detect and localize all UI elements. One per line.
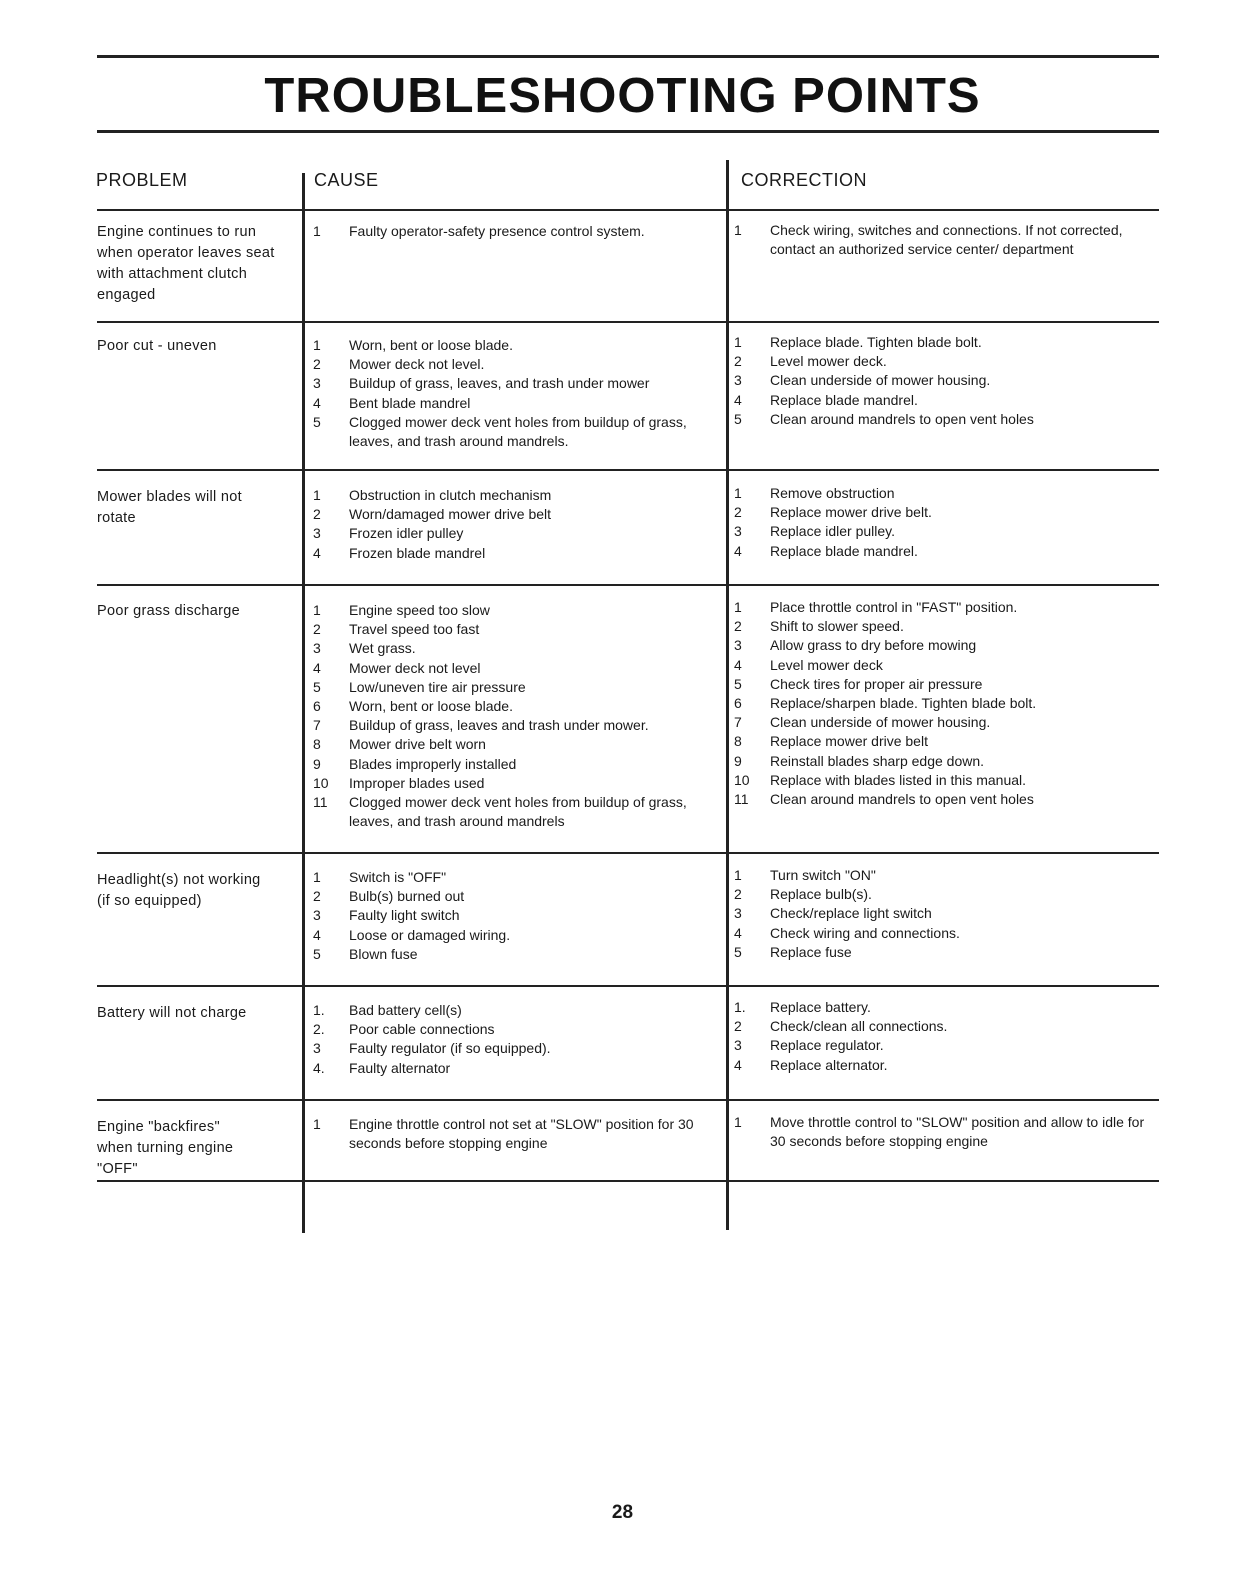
item-number: 11 [734, 791, 749, 808]
item-text: Engine throttle control not set at "SLOW" position for 30 seconds before stopping engine [349, 1116, 694, 1152]
item-number: 4 [313, 394, 321, 411]
item-text: Engine speed too slow [349, 602, 490, 618]
item-number: 3 [313, 640, 321, 657]
item-text: Mower deck not level. [349, 356, 485, 373]
item-number: 3 [313, 1040, 321, 1057]
item-text: Faulty light switch [349, 907, 460, 924]
item-text: Blades improperly installed [349, 755, 517, 772]
row-divider [97, 1180, 1159, 1182]
cause-item [313, 716, 718, 735]
cause-item [313, 1059, 718, 1078]
item-text: Turn switch "ON" [770, 867, 876, 883]
cause-item [313, 926, 718, 945]
item-text: Check wiring and connections. [770, 924, 960, 941]
item-text: Worn, bent or loose blade. [349, 698, 513, 715]
item-text: Blown fuse [349, 945, 418, 962]
correction-item [734, 1017, 1159, 1036]
item-text: Check wiring, switches and connections. If not corrected, contact an authorized service center/ department [770, 222, 1123, 258]
item-text: Replace blade. Tighten blade bolt. [770, 334, 982, 350]
item-number: 1. [313, 1002, 325, 1018]
item-text: Wet grass. [349, 640, 416, 657]
item-number: 4 [734, 656, 742, 673]
item-text: Poor cable connections [349, 1021, 495, 1038]
item-number: 4 [734, 542, 742, 559]
item-number: 5 [734, 410, 742, 427]
row-divider [97, 321, 1159, 323]
item-text: Level mower deck. [770, 353, 887, 370]
correction-list [734, 998, 1159, 1075]
item-number: 1 [734, 485, 742, 501]
item-text: Check/replace light switch [770, 905, 932, 922]
correction-item [734, 1036, 1159, 1055]
cause-item [313, 1001, 718, 1020]
item-text: Mower deck not level [349, 659, 481, 676]
problem-blades-not-rotate: Mower blades will not rotate [97, 489, 242, 526]
correction-item [734, 713, 1159, 732]
column-header-problem: PROBLEM [96, 170, 188, 190]
correction-item [734, 656, 1159, 675]
item-text: Reinstall blades sharp edge down. [770, 752, 985, 769]
cause-item [313, 374, 718, 393]
item-text: Low/uneven tire air pressure [349, 678, 526, 695]
item-number: 3 [734, 523, 742, 540]
item-number: 4. [313, 1059, 325, 1076]
item-number: 1 [313, 602, 321, 618]
correction-item [734, 904, 1159, 923]
item-text: Replace blade mandrel. [770, 391, 918, 408]
item-number: 3 [313, 375, 321, 392]
correction-item [734, 752, 1159, 771]
title-top-rule [97, 55, 1159, 58]
row-divider [97, 1099, 1159, 1101]
item-text: Allow grass to dry before mowing [770, 637, 977, 654]
column-divider-problem-cause [302, 173, 305, 1233]
correction-item [734, 617, 1159, 636]
correction-item [734, 771, 1159, 790]
cause-item [313, 887, 718, 906]
item-text: Replace regulator. [770, 1037, 884, 1054]
item-number: 3 [734, 637, 742, 654]
item-number: 5 [313, 945, 321, 962]
cause-item [313, 601, 718, 620]
cause-list [313, 486, 718, 563]
item-number: 2 [313, 356, 321, 373]
correction-item [734, 391, 1159, 410]
item-number: 1 [313, 487, 321, 503]
cause-list [313, 222, 718, 241]
item-number: 2 [313, 621, 321, 638]
item-number: 1 [734, 1114, 742, 1130]
item-text: Replace/sharpen blade. Tighten blade bolt. [770, 695, 1037, 712]
item-number: 1 [313, 223, 321, 239]
item-text: Check/clean all connections. [770, 1018, 948, 1035]
correction-item [734, 221, 1159, 259]
item-text: Remove obstruction [770, 485, 895, 501]
cause-item [313, 336, 718, 355]
item-number: 5 [313, 413, 321, 430]
cause-item [313, 1039, 718, 1058]
correction-item [734, 675, 1159, 694]
correction-item [734, 371, 1159, 390]
problem-battery: Battery will not charge [97, 1005, 247, 1021]
item-text: Travel speed too fast [349, 621, 480, 638]
page-number: 28 [611, 1502, 634, 1523]
item-number: 1 [313, 1116, 321, 1132]
correction-list [734, 866, 1159, 962]
item-text: Improper blades used [349, 774, 485, 791]
cause-item [313, 945, 718, 964]
item-text: Shift to slower speed. [770, 618, 904, 635]
correction-list [734, 1113, 1159, 1151]
cause-item [313, 524, 718, 543]
item-number: 8 [734, 733, 742, 750]
correction-item [734, 1056, 1159, 1075]
item-number: 2 [734, 504, 742, 521]
cause-item [313, 793, 718, 831]
item-text: Replace idler pulley. [770, 523, 896, 540]
item-text: Clean underside of mower housing. [770, 714, 991, 731]
item-number: 5 [734, 943, 742, 960]
cause-item [313, 1020, 718, 1039]
item-number: 11 [313, 794, 328, 811]
row-divider [97, 584, 1159, 586]
correction-item [734, 636, 1159, 655]
correction-item [734, 790, 1159, 809]
cause-item [313, 697, 718, 716]
item-text: Frozen idler pulley [349, 525, 464, 542]
item-text: Worn/damaged mower drive belt [349, 506, 552, 523]
correction-item [734, 866, 1159, 885]
row-divider [97, 852, 1159, 854]
item-text: Check tires for proper air pressure [770, 675, 983, 692]
cause-list [313, 601, 718, 831]
correction-item [734, 598, 1159, 617]
item-number: 6 [734, 695, 742, 712]
item-number: 2 [734, 1018, 742, 1035]
correction-item [734, 333, 1159, 352]
item-number: 2 [313, 506, 321, 523]
cause-item [313, 755, 718, 774]
page-title: TROUBLESHOOTING POINTS [264, 69, 981, 123]
item-number: 1 [313, 337, 321, 353]
item-number: 6 [313, 698, 321, 715]
item-text: Bulb(s) burned out [349, 888, 465, 905]
correction-item [734, 503, 1159, 522]
cause-list [313, 336, 718, 451]
item-number: 4 [734, 391, 742, 408]
item-text: Replace mower drive belt. [770, 504, 932, 521]
correction-item [734, 410, 1159, 429]
correction-item [734, 694, 1159, 713]
cause-item [313, 1115, 718, 1153]
item-number: 1 [734, 867, 742, 883]
item-text: Clogged mower deck vent holes from buildup of grass, leaves, and trash around mandrels [349, 794, 687, 830]
cause-item [313, 774, 718, 793]
item-text: Clean around mandrels to open vent holes [770, 410, 1034, 427]
cause-list [313, 1001, 718, 1078]
item-number: 10 [313, 774, 329, 791]
correction-item [734, 924, 1159, 943]
cause-list [313, 1115, 718, 1153]
item-text: Faulty regulator (if so equipped). [349, 1040, 551, 1057]
item-number: 4 [313, 544, 321, 561]
item-number: 7 [313, 717, 321, 734]
column-header-cause: CAUSE [314, 170, 379, 190]
item-text: Move throttle control to "SLOW" position and allow to idle for 30 seconds before stopping engine [770, 1114, 1145, 1150]
row-divider [97, 209, 1159, 211]
item-number: 5 [313, 678, 321, 695]
item-text: Worn, bent or loose blade. [349, 337, 513, 353]
item-text: Loose or damaged wiring. [349, 926, 511, 943]
correction-list [734, 221, 1159, 259]
item-text: Replace with blades listed in this manual. [770, 771, 1027, 788]
item-text: Faulty alternator [349, 1059, 451, 1076]
problem-headlights: Headlight(s) not working (if so equipped) [97, 872, 261, 909]
item-number: 5 [734, 675, 742, 692]
cause-item [313, 505, 718, 524]
item-text: Replace bulb(s). [770, 886, 872, 903]
item-number: 10 [734, 771, 750, 788]
item-text: Replace fuse [770, 943, 852, 960]
item-number: 1 [734, 599, 742, 615]
correction-item [734, 998, 1159, 1017]
item-number: 4 [313, 659, 321, 676]
column-header-correction: CORRECTION [741, 170, 867, 190]
item-number: 7 [734, 714, 742, 731]
item-text: Faulty operator-safety presence control system. [349, 223, 645, 239]
item-text: Replace mower drive belt [770, 733, 928, 750]
correction-item [734, 542, 1159, 561]
item-number: 4 [313, 926, 321, 943]
cause-item [313, 486, 718, 505]
item-number: 1 [734, 222, 742, 238]
item-number: 4 [734, 924, 742, 941]
item-number: 3 [734, 905, 742, 922]
item-number: 1 [734, 334, 742, 350]
correction-item [734, 522, 1159, 541]
problem-engine-backfires: Engine "backfires" when turning engine "OFF" [97, 1119, 234, 1177]
cause-item [313, 735, 718, 754]
cause-item [313, 413, 718, 451]
cause-item [313, 639, 718, 658]
cause-item [313, 355, 718, 374]
item-text: Clean around mandrels to open vent holes [770, 791, 1034, 808]
item-text: Mower drive belt worn [349, 736, 486, 753]
item-number: 3 [734, 372, 742, 389]
item-number: 3 [734, 1037, 742, 1054]
cause-item [313, 620, 718, 639]
item-number: 4 [734, 1056, 742, 1073]
item-number: 2 [734, 886, 742, 903]
item-text: Level mower deck [770, 656, 883, 673]
title-bottom-rule [97, 130, 1159, 133]
item-number: 2 [313, 888, 321, 905]
cause-item [313, 868, 718, 887]
correction-list [734, 484, 1159, 561]
item-number: 3 [313, 907, 321, 924]
item-text: Buildup of grass, leaves, and trash under mower [349, 375, 650, 392]
item-text: Buildup of grass, leaves and trash under mower. [349, 717, 649, 734]
correction-item [734, 943, 1159, 962]
item-text: Switch is "OFF" [349, 869, 447, 885]
item-text: Clean underside of mower housing. [770, 372, 991, 389]
cause-item [313, 394, 718, 413]
item-text: Obstruction in clutch mechanism [349, 487, 552, 503]
problem-poor-cut: Poor cut - uneven [97, 338, 217, 354]
cause-item [313, 544, 718, 563]
item-text: Place throttle control in "FAST" position. [770, 599, 1018, 615]
correction-item [734, 352, 1159, 371]
item-text: Clogged mower deck vent holes from buildup of grass, leaves, and trash around mandrels. [349, 413, 687, 450]
item-number: 9 [734, 752, 742, 769]
cause-item [313, 222, 718, 241]
problem-engine-continues: Engine continues to run when operator leaves seat with attachment clutch engaged [97, 224, 275, 303]
problem-poor-grass-discharge: Poor grass discharge [97, 603, 241, 619]
item-text: Replace battery. [770, 999, 871, 1015]
correction-item [734, 1113, 1159, 1151]
item-number: 9 [313, 755, 321, 772]
cause-item [313, 906, 718, 925]
correction-list [734, 333, 1159, 429]
correction-item [734, 732, 1159, 751]
item-text: Replace blade mandrel. [770, 542, 918, 559]
correction-item [734, 885, 1159, 904]
cause-item [313, 659, 718, 678]
item-number: 3 [313, 525, 321, 542]
item-text: Bent blade mandrel [349, 394, 471, 411]
item-number: 8 [313, 736, 321, 753]
item-number: 2 [734, 353, 742, 370]
correction-item [734, 484, 1159, 503]
item-text: Bad battery cell(s) [349, 1002, 462, 1018]
item-number: 1 [313, 869, 321, 885]
cause-item [313, 678, 718, 697]
item-text: Replace alternator. [770, 1056, 888, 1073]
item-number: 2 [734, 618, 742, 635]
correction-list [734, 598, 1159, 809]
row-divider [97, 469, 1159, 471]
item-text: Frozen blade mandrel [349, 544, 486, 561]
item-number: 2. [313, 1021, 325, 1038]
cause-list [313, 868, 718, 964]
item-number: 1. [734, 999, 746, 1015]
row-divider [97, 985, 1159, 987]
